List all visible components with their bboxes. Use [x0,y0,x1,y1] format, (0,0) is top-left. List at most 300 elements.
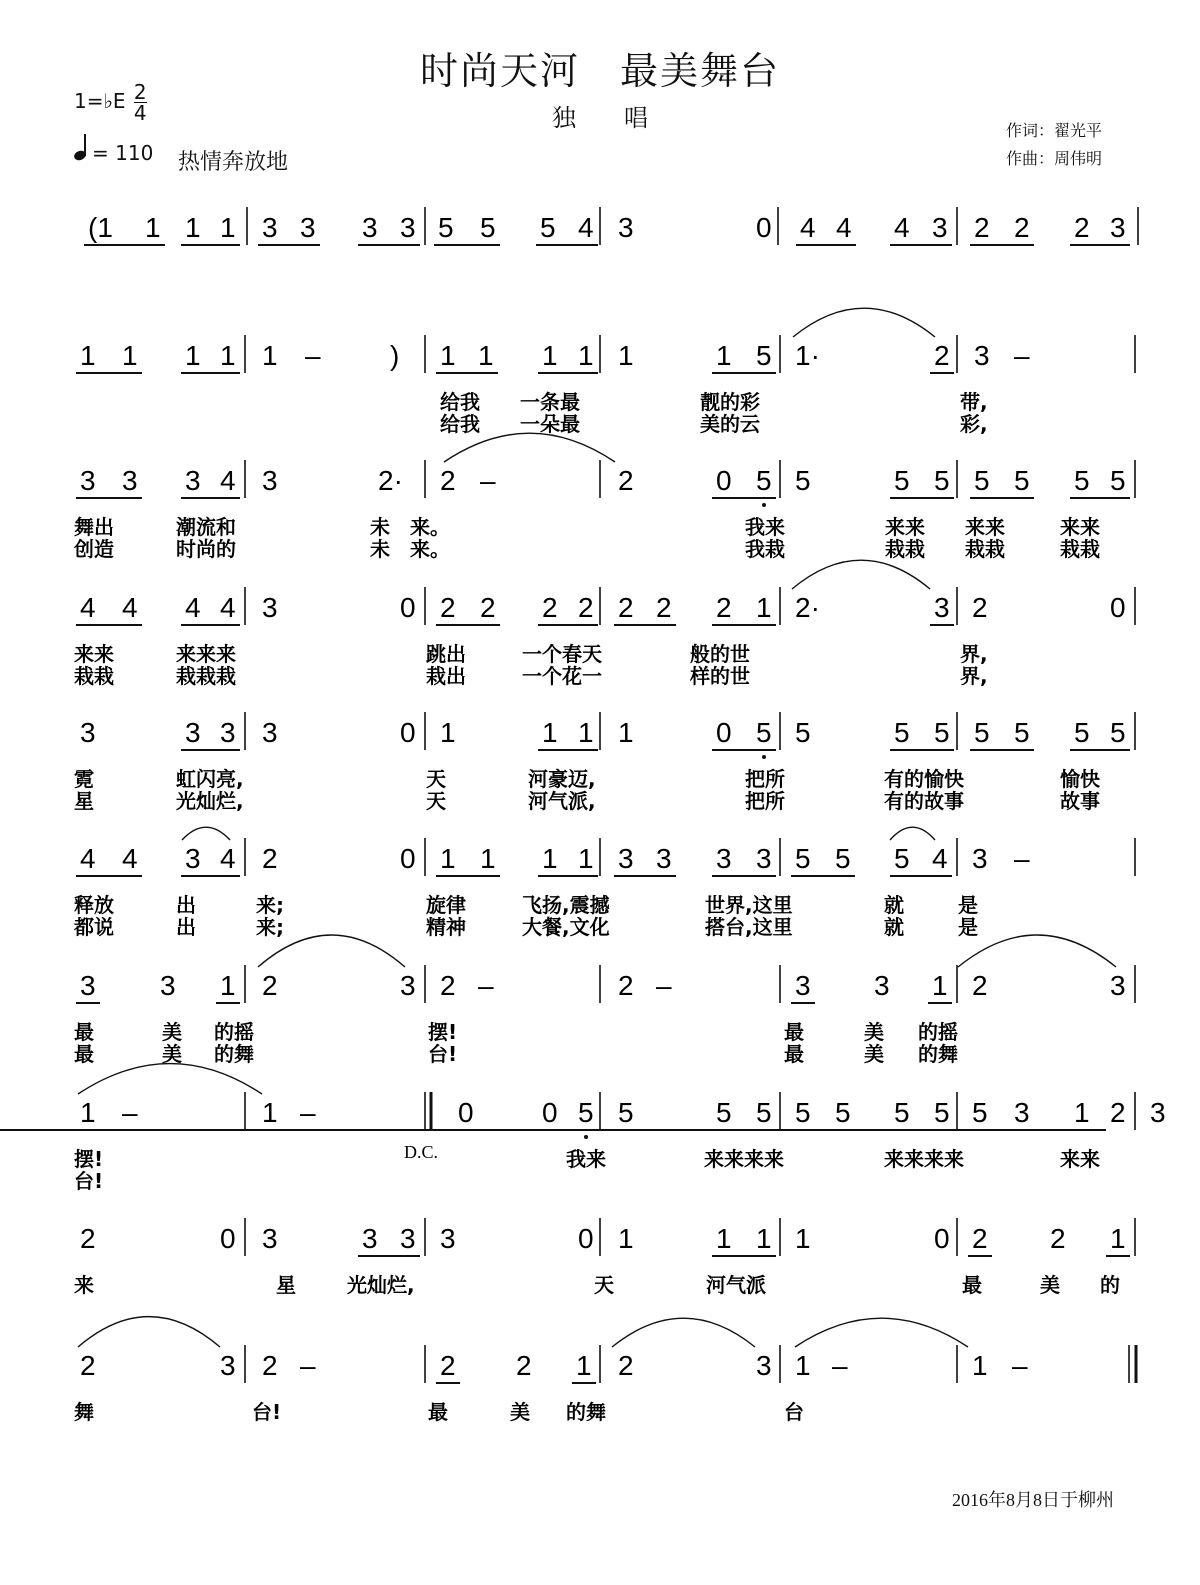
lyric-text: 来; [256,893,284,917]
lyric-text: 的舞 [566,1400,606,1424]
lyric-text: 搭台,这里 [705,915,793,939]
lyric-text: 来来来来 [884,1147,964,1171]
dash-extender: – [1014,340,1030,371]
jianpu-note: 3 [185,465,201,496]
jianpu-note: 5 [835,843,851,874]
lyric-text: 靓的彩 [700,390,760,414]
jianpu-note: 1 [220,970,236,1001]
jianpu-note: 2 [934,340,950,371]
jianpu-note: 2· [795,592,820,623]
lyric-text: 来来来 [176,642,236,666]
dash-extender: – [1012,1350,1028,1381]
jianpu-note: 3 [220,1350,236,1381]
lyric-text: 最 [428,1400,448,1424]
jianpu-note: 2 [716,592,732,623]
jianpu-note: 1 [145,212,161,243]
jianpu-note: 2 [1050,1223,1066,1254]
lyric-text: 界, [960,664,988,688]
jianpu-note: 3 [756,1350,772,1381]
jianpu-note: 0 [756,212,772,243]
low-octave-dot [762,755,766,759]
jianpu-note: 5 [974,717,990,748]
time-top: 2 [133,80,147,104]
slur-arc [258,935,405,967]
lyric-text: 世界,这里 [705,893,793,917]
lyric-text: 就 [884,915,904,939]
lyric-text: 大餐,文化 [522,915,610,939]
jianpu-note: 4 [932,843,948,874]
lyric-text: 给我 [440,390,480,414]
lyric-text: 彩, [960,412,988,436]
lyric-text: 一个春天 [522,642,602,666]
jianpu-note: 3 [1014,1097,1030,1128]
lyric-text: 样的世 [690,664,750,688]
dash-extender: – [656,970,672,1001]
slur-arc [78,1064,262,1094]
jianpu-note: 5 [756,717,772,748]
lyric-text: 把所 [745,789,785,813]
jianpu-note: 4 [220,465,236,496]
lyric-text: 来来 [965,515,1005,539]
jianpu-note: 0 [578,1223,594,1254]
jianpu-note: 3 [220,717,236,748]
lyric-text: 有的故事 [884,789,964,813]
jianpu-note: 1 [618,1223,634,1254]
lyric-text: 我来 [566,1147,606,1171]
lyric-text: 来来来来 [704,1147,784,1171]
jianpu-note: 5 [578,1097,594,1128]
lyric-text: 美 [1040,1273,1060,1297]
jianpu-note: 4 [122,843,138,874]
jianpu-note: 2 [1110,1097,1126,1128]
jianpu-note: 4 [220,592,236,623]
dash-extender: – [480,465,496,496]
lyric-text: 星 [276,1273,296,1297]
jianpu-note: 1 [716,1223,732,1254]
jianpu-note: 0 [400,717,416,748]
jianpu-note: 5 [894,717,910,748]
jianpu-note: 3 [1150,1097,1166,1128]
jianpu-note: 5 [716,1097,732,1128]
jianpu-note: 5 [835,1097,851,1128]
lyric-text: 创造 [74,537,114,561]
jianpu-note: 2 [516,1350,532,1381]
slur-arc [890,827,935,840]
jianpu-note: 3 [716,843,732,874]
repeat-bracket-note: ) [390,340,400,371]
lyric-text: 的舞 [214,1042,254,1066]
tempo-value: = 110 [92,141,154,165]
lyric-text: 天 [426,789,446,813]
lyric-text: 美 [510,1400,530,1424]
slur-arc [78,1317,220,1347]
jianpu-note: 2 [1014,212,1030,243]
jianpu-note: 3 [185,717,201,748]
lyric-text: 栽栽 [1060,537,1100,561]
jianpu-note: 4 [894,212,910,243]
jianpu-note: 1 [578,717,594,748]
jianpu-note: 3 [262,465,278,496]
jianpu-note: 2 [80,1350,96,1381]
lyric-text: 出 [176,915,196,939]
jianpu-note: 5 [1074,465,1090,496]
jianpu-note: 3 [122,465,138,496]
jianpu-note: 1 [795,1350,811,1381]
jianpu-note: 3 [160,970,176,1001]
jianpu-note: 0 [542,1097,558,1128]
lyric-text: 美 [162,1020,182,1044]
jianpu-note: 1 [795,1223,811,1254]
jianpu-note: 1 [185,340,201,371]
lyric-text: 最 [962,1273,982,1297]
jianpu-note: 1 [440,717,456,748]
time-bottom: 4 [133,101,147,125]
jianpu-note: 3 [262,212,278,243]
lyric-text: 光灿烂, [347,1273,415,1297]
jianpu-note: 3 [80,717,96,748]
jianpu-note: 2 [618,1350,634,1381]
jianpu-note: 5 [934,717,950,748]
jianpu-note: 4 [80,843,96,874]
lyric-text: 栽栽栽 [176,664,236,688]
jianpu-note: 0 [220,1223,236,1254]
jianpu-note: 2 [618,592,634,623]
jianpu-note: 3 [262,717,278,748]
jianpu-note: 3 [1110,970,1126,1001]
jianpu-note: 0 [400,843,416,874]
jianpu-note: 5 [795,465,811,496]
jianpu-note: 2 [80,1223,96,1254]
jianpu-note: 5 [894,465,910,496]
jianpu-note: 2 [480,592,496,623]
jianpu-note: 1 [262,340,278,371]
jianpu-note: 3 [1110,212,1126,243]
jianpu-note: 5 [795,843,811,874]
lyric-text: 来来 [1060,1147,1100,1171]
jianpu-note: 4 [836,212,852,243]
jianpu-note: 3 [618,212,634,243]
lyric-text: 愉快 [1060,767,1100,791]
lyric-text: 来; [256,915,284,939]
lyric-text: 就 [884,893,904,917]
jianpu-note: 5 [618,1097,634,1128]
lyric-text: 天 [594,1273,614,1297]
lyric-text: 界, [960,642,988,666]
jianpu-note: 1 [80,340,96,371]
lyric-text: 河气派 [706,1273,766,1297]
jianpu-note: 3 [400,212,416,243]
jianpu-note: 3 [932,212,948,243]
jianpu-note: 5 [480,212,496,243]
jianpu-note: 1 [716,340,732,371]
jianpu-note: 3 [974,340,990,371]
jianpu-note: 5 [540,212,556,243]
lyric-text: 旋律 [426,893,466,917]
jianpu-note: 2 [972,592,988,623]
jianpu-note: 4 [800,212,816,243]
lyricist-credit: 作词：翟光平 [1006,121,1103,140]
jianpu-note: 5 [974,465,990,496]
jianpu-note: 0 [716,717,732,748]
jianpu-note: 3 [400,1223,416,1254]
lyric-text: 最 [784,1042,804,1066]
jianpu-note: 5 [934,465,950,496]
jianpu-note: 0 [458,1097,474,1128]
jianpu-note: 0 [934,1223,950,1254]
jianpu-note: 3 [362,1223,378,1254]
lyric-text: 栽栽 [965,537,1005,561]
jianpu-note: 3 [972,843,988,874]
lyric-text: 给我 [440,412,480,436]
jianpu-note: 2 [262,843,278,874]
lyric-text: 台 [784,1400,804,1424]
jianpu-note: 4 [185,592,201,623]
jianpu-note: 1 [542,340,558,371]
jianpu-note: 1 [480,843,496,874]
lyric-text: 天 [426,767,446,791]
jianpu-note: 4 [578,212,594,243]
lyric-text: 光灿烂, [176,789,244,813]
lyric-text: 河气派, [528,789,596,813]
slur-arc [795,1318,968,1347]
lyric-text: 是 [958,893,978,917]
performance-type: 独 唱 [552,104,648,132]
lyric-text: 精神 [426,915,466,939]
lyric-text: 把所 [745,767,785,791]
jianpu-note: 5 [756,1097,772,1128]
jianpu-note: 2 [656,592,672,623]
lyric-text: 舞出 [74,515,114,539]
lyric-text: 栽栽 [885,537,925,561]
jianpu-note: 2 [972,1223,988,1254]
lyric-text: 的 [1100,1273,1120,1297]
jianpu-note: 3 [80,970,96,1001]
jianpu-note: 4 [122,592,138,623]
jianpu-note: 2 [440,592,456,623]
jianpu-note: 1 [972,1350,988,1381]
dash-extender: – [122,1097,138,1128]
jianpu-note: 2 [542,592,558,623]
jianpu-note: 0 [400,592,416,623]
lyric-text: 时尚的 [176,537,236,561]
lyric-text: 栽栽 [74,664,114,688]
jianpu-note: 1 [756,592,772,623]
jianpu-note: 5 [934,1097,950,1128]
lyric-text: 的摇 [918,1020,958,1044]
jianpu-note: 5 [438,212,454,243]
jianpu-note: 1 [220,212,236,243]
slur-arc [444,433,615,462]
jianpu-note: 1 [440,843,456,874]
jianpu-note: 2 [618,970,634,1001]
jianpu-note: 1 [122,340,138,371]
lyric-text: 来来 [1060,515,1100,539]
jianpu-note: 1 [578,340,594,371]
jianpu-note: 3 [795,970,811,1001]
low-octave-dot [584,1135,588,1139]
jianpu-note: 5 [795,717,811,748]
jianpu-note: 5 [894,1097,910,1128]
jianpu-note: 2 [440,465,456,496]
lyric-text: 的舞 [918,1042,958,1066]
jianpu-note: 2· [378,465,403,496]
da-capo-mark: D.C. [404,1142,439,1162]
jianpu-note: 2 [440,1350,456,1381]
lyric-text: 美的云 [700,412,760,436]
jianpu-note: 3 [80,465,96,496]
jianpu-note: 3 [400,970,416,1001]
slur-arc [792,560,930,589]
lyric-text: 最 [74,1020,94,1044]
jianpu-note: 1 [578,843,594,874]
low-octave-dot [762,503,766,507]
jianpu-note: 4 [80,592,96,623]
jianpu-note: 0 [716,465,732,496]
lyric-text: 美 [864,1020,884,1044]
lyric-text: 都说 [74,915,114,939]
jianpu-note: 1 [262,1097,278,1128]
lyric-text: 台! [252,1400,282,1424]
lyric-text: 来来 [885,515,925,539]
lyric-text: 未 [370,537,390,561]
date-location-footer: 2016年8月8日于柳州 [952,1490,1114,1510]
song-title: 时尚天河 最美舞台 [419,49,780,93]
lyric-text: 来 [74,1273,94,1297]
dash-extender: – [300,1350,316,1381]
jianpu-note: 1 [618,340,634,371]
lyric-text: 出 [176,893,196,917]
jianpu-note: 1 [756,1223,772,1254]
expression-marking: 热情奔放地 [178,150,289,175]
dash-extender: – [832,1350,848,1381]
jianpu-note: 3 [440,1223,456,1254]
jianpu-note: 4 [220,843,236,874]
lyric-text: 未 [370,515,390,539]
jianpu-note: 2 [972,970,988,1001]
lyric-text: 潮流和 [176,515,236,539]
lyric-text: 来来 [74,642,114,666]
jianpu-note: 2 [618,465,634,496]
jianpu-note: 1 [80,1097,96,1128]
lyric-text: 台! [428,1042,458,1066]
jianpu-note: 5 [795,1097,811,1128]
lyric-text: 跳出 [426,642,466,666]
lyric-text: 台! [74,1169,104,1193]
lyric-text: 摆! [428,1020,458,1044]
lyric-text: 我来 [745,515,785,539]
jianpu-note: 1 [220,340,236,371]
jianpu-note: 1 [440,340,456,371]
jianpu-note: 3 [262,1223,278,1254]
jianpu-note: 3 [934,592,950,623]
dash-extender: – [1014,843,1030,874]
lyric-text: 舞 [74,1400,94,1424]
lyric-text: 来。 [410,537,450,561]
composer-credit: 作曲：周伟明 [1006,149,1103,168]
jianpu-note: 1 [618,717,634,748]
lyric-text: 霓 [74,767,94,791]
jianpu-note: 3 [656,843,672,874]
jianpu-note: 1 [185,212,201,243]
lyric-text: 美 [864,1042,884,1066]
jianpu-note: 2 [578,592,594,623]
slur-arc [958,935,1116,967]
slur-arc [793,308,935,337]
jianpu-note: 5 [972,1097,988,1128]
jianpu-note: 1 [542,717,558,748]
dash-extender: – [478,970,494,1001]
jianpu-note: 3 [362,212,378,243]
jianpu-note: 1 [478,340,494,371]
jianpu-note: 1· [795,340,820,371]
lyric-text: 最 [784,1020,804,1044]
jianpu-note: 3 [618,843,634,874]
lyric-text: 河豪迈, [528,767,596,791]
lyric-text: 带, [960,390,988,414]
lyric-text: 一个花一 [522,664,602,688]
slur-arc [612,1318,755,1347]
jianpu-note: 5 [756,465,772,496]
jianpu-note: 2 [1074,212,1090,243]
lyric-text: 摆! [74,1147,104,1171]
lyric-text: 星 [74,789,94,813]
jianpu-note: 2 [440,970,456,1001]
jianpu-note: 5 [1074,717,1090,748]
dash-extender: – [300,1097,316,1128]
lyric-text: 般的世 [690,642,750,666]
jianpu-note: 1 [1110,1223,1126,1254]
slur-arc [182,827,230,840]
jianpu-note: 5 [1014,717,1030,748]
jianpu-note: 3 [185,843,201,874]
lyric-text: 的摇 [214,1020,254,1044]
jianpu-note: 5 [894,843,910,874]
lyric-text: 有的愉快 [884,767,964,791]
lyric-text: 栽出 [426,664,466,688]
repeat-bracket-note: (1 [88,212,113,243]
lyric-text: 我栽 [745,537,785,561]
lyric-text: 飞扬,震撼 [522,893,610,917]
key-label: 1=♭E [74,89,126,113]
jianpu-note: 2 [262,1350,278,1381]
lyric-text: 是 [958,915,978,939]
jianpu-note: 5 [756,340,772,371]
jianpu-note: 1 [932,970,948,1001]
jianpu-note: 5 [1110,717,1126,748]
jianpu-note: 1 [576,1350,592,1381]
lyric-text: 一条最 [520,390,580,414]
lyric-text: 美 [162,1042,182,1066]
jianpu-note: 1 [1074,1097,1090,1128]
lyric-text: 一朵最 [520,412,580,436]
jianpu-note: 1 [542,843,558,874]
lyric-text: 最 [74,1042,94,1066]
jianpu-note: 3 [300,212,316,243]
lyric-text: 故事 [1060,789,1100,813]
jianpu-note: 2 [262,970,278,1001]
lyric-text: 释放 [74,893,114,917]
lyric-text: 虹闪亮, [176,767,244,791]
jianpu-note: 3 [874,970,890,1001]
jianpu-note: 3 [262,592,278,623]
jianpu-note: 2 [974,212,990,243]
jianpu-note: 3 [756,843,772,874]
jianpu-note: 0 [1110,592,1126,623]
jianpu-note: 5 [1110,465,1126,496]
dash-extender: – [305,340,321,371]
lyric-text: 来。 [410,515,450,539]
jianpu-note: 5 [1014,465,1030,496]
